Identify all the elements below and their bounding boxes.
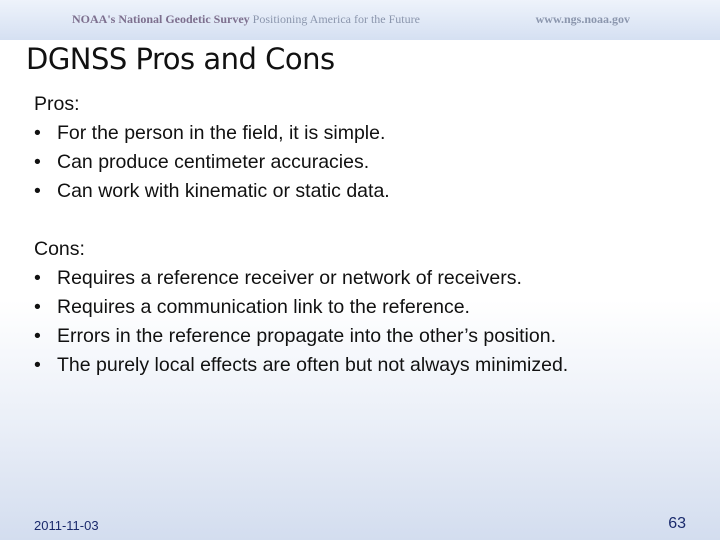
banner-branding xyxy=(72,12,420,27)
cons-item-text: Requires a reference receiver or network of receivers. xyxy=(57,267,522,289)
bullet-icon: • xyxy=(34,296,41,318)
slide-body xyxy=(34,90,568,380)
cons-item-text: Errors in the reference propagate into the other’s position. xyxy=(57,325,556,347)
banner-url[interactable]: www.ngs.noaa.gov xyxy=(535,12,630,26)
pros-item xyxy=(34,148,568,177)
bullet-icon: • xyxy=(34,151,41,173)
footer-date: 2011-11-03 xyxy=(34,518,99,533)
bullet-icon: • xyxy=(34,354,41,376)
cons-item-text: Requires a communication link to the reference. xyxy=(57,296,470,318)
pros-item-text: Can work with kinematic or static data. xyxy=(57,180,390,202)
cons-heading: Cons: xyxy=(34,238,85,260)
bullet-icon: • xyxy=(34,122,41,144)
pros-item xyxy=(34,177,568,206)
banner-org: NOAA's National Geodetic Survey xyxy=(72,12,250,26)
section-spacer xyxy=(34,206,568,235)
cons-item xyxy=(34,322,568,351)
bullet-icon: • xyxy=(34,325,41,347)
cons-item-text: The purely local effects are often but not always minimized. xyxy=(57,354,569,376)
cons-item xyxy=(34,293,568,322)
page-number: 63 xyxy=(668,515,686,532)
slide-title: DGNSS Pros and Cons xyxy=(26,42,335,76)
header-banner xyxy=(0,0,720,40)
pros-heading: Pros: xyxy=(34,93,80,115)
banner-tagline: Positioning America for the Future xyxy=(252,12,420,26)
pros-item-text: Can produce centimeter accuracies. xyxy=(57,151,370,173)
cons-item xyxy=(34,264,568,293)
bullet-icon: • xyxy=(34,180,41,202)
cons-item xyxy=(34,351,568,380)
pros-item xyxy=(34,119,568,148)
bullet-icon: • xyxy=(34,267,41,289)
pros-item-text: For the person in the field, it is simple. xyxy=(57,122,386,144)
